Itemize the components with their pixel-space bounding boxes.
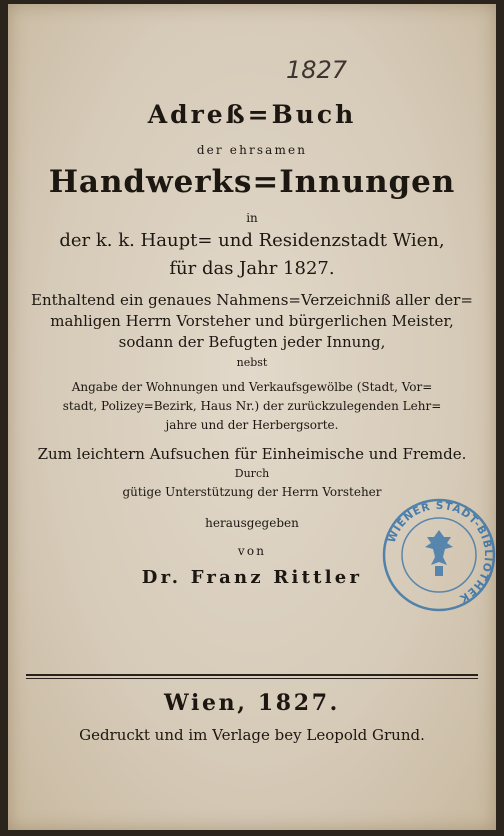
description-line-2: mahligen Herrn Vorsteher und bürgerlichen Meister, bbox=[50, 312, 454, 330]
title-main: Handwerks=Innungen bbox=[48, 164, 456, 200]
details-line-2: stadt, Polizey=Bezirk, Haus Nr.) der zurückzulegenden Lehr= bbox=[62, 399, 442, 413]
title-city: der k. k. Haupt= und Residenzstadt Wien, bbox=[59, 230, 445, 251]
title-der-ehrsamen: der ehrsamen bbox=[196, 143, 308, 157]
separator-rule-thin bbox=[26, 678, 478, 679]
support-line: gütige Unterstützung der Herrn Vorsteher bbox=[122, 485, 382, 499]
description-line-3: sodann der Befugten jeder Innung, bbox=[118, 333, 386, 351]
imprint-printer: Gedruckt und im Verlage bey Leopold Grund. bbox=[79, 726, 425, 744]
herausgegeben-label: herausgegeben bbox=[205, 516, 299, 530]
separator-rule bbox=[26, 674, 478, 676]
title-in: in bbox=[246, 211, 258, 225]
purpose-line: Zum leichtern Aufsuchen für Einheimische und Fremde. bbox=[37, 445, 467, 463]
eagle-emblem-icon bbox=[425, 530, 453, 576]
durch-label: Durch bbox=[234, 467, 270, 480]
title-page bbox=[8, 4, 496, 830]
stamp-text: WIENER STADT-BIBLIOTHEK bbox=[385, 499, 495, 605]
library-stamp bbox=[380, 496, 498, 614]
description-line-1: Enthaltend ein genaues Nahmens=Verzeichniß aller der= bbox=[31, 291, 473, 309]
author-name: Dr. Franz Rittler bbox=[141, 567, 363, 588]
details-line-1: Angabe der Wohnungen und Verkaufsgewölbe (Stadt, Vor= bbox=[71, 380, 433, 394]
title-year-line: für das Jahr 1827. bbox=[169, 258, 335, 279]
nebst-label: nebst bbox=[236, 356, 268, 369]
von-label: von bbox=[237, 544, 267, 558]
handwritten-year-note: 1827 bbox=[286, 56, 348, 84]
details-line-3: jahre und der Herbergsorte. bbox=[165, 418, 339, 432]
title-adress-buch: Adreß=Buch bbox=[147, 100, 357, 129]
imprint-place-year: Wien, 1827. bbox=[164, 690, 340, 716]
